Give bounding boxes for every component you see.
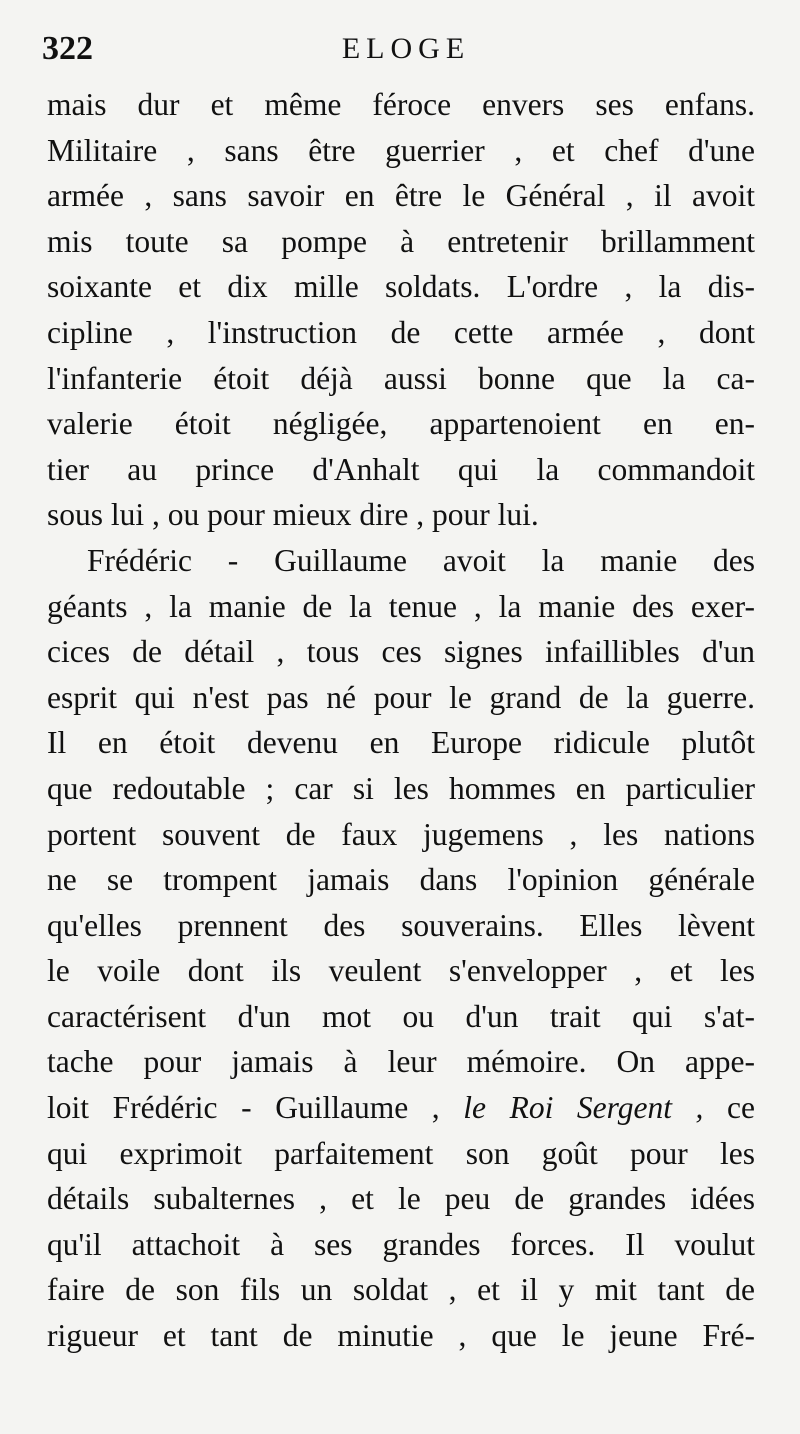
text-line: Il en étoit devenu en Europe ridicule plutôt <box>47 725 755 761</box>
text-line: Militaire , sans être guerrier , et chef d'une <box>47 132 755 168</box>
text-line <box>47 1085 755 1131</box>
body-text <box>47 82 755 1359</box>
text-line: faire de son fils un soldat , et il y mit tant de <box>47 1272 755 1308</box>
text-line: mis toute sa pompe à entretenir brillamment <box>47 223 755 259</box>
italic-text: le Roi Sergent , <box>463 1090 704 1126</box>
text-line: tache pour jamais à leur mémoire. On appe- <box>47 1044 755 1080</box>
text-line: tier au prince d'Anhalt qui la commandoit <box>47 451 755 487</box>
text-line: que redoutable ; car si les hommes en particulier <box>47 770 755 806</box>
text-line: sous lui , ou pour mieux dire , pour lui. <box>47 497 539 533</box>
text-line: soixante et dix mille soldats. L'ordre , la dis- <box>47 269 755 305</box>
text-line: mais dur et même féroce envers ses enfans. <box>47 87 755 122</box>
text-line: détails subalternes , et le peu de grandes idées <box>47 1181 755 1217</box>
text-line: qui exprimoit parfaitement son goût pour les <box>47 1135 755 1171</box>
running-head: ELOGE <box>341 32 471 65</box>
text-line: ne se trompent jamais dans l'opinion générale <box>47 862 755 898</box>
text-line: qu'elles prennent des souverains. Elles lèvent <box>47 907 755 943</box>
text-line: géants , la manie de la tenue , la manie des exer- <box>47 588 755 624</box>
text-segment: ce <box>703 1090 755 1126</box>
text-line: le voile dont ils veulent s'envelopper , et les <box>47 953 755 989</box>
text-line: Frédéric - Guillaume avoit la manie des <box>87 542 755 578</box>
page-header <box>42 30 770 74</box>
text-line: cices de détail , tous ces signes infaillibles d'un <box>47 634 755 670</box>
text-line: caractérisent d'un mot ou d'un trait qui s'at- <box>47 998 755 1034</box>
text-line: armée , sans savoir en être le Général , il avoit <box>47 178 755 214</box>
text-segment: loit Frédéric - Guillaume , <box>47 1090 464 1126</box>
page-number: 322 <box>42 30 93 67</box>
text-line: l'infanterie étoit déjà aussi bonne que la ca- <box>47 360 755 396</box>
text-line: qu'il attachoit à ses grandes forces. Il voulut <box>47 1226 755 1262</box>
text-line: cipline , l'instruction de cette armée , dont <box>47 314 755 350</box>
text-line: rigueur et tant de minutie , que le jeune Fré- <box>47 1318 755 1354</box>
text-line: esprit qui n'est pas né pour le grand de la guerre. <box>47 679 755 715</box>
text-line: valerie étoit négligée, appartenoient en en- <box>47 406 755 442</box>
text-line: portent souvent de faux jugemens , les nations <box>47 816 755 852</box>
